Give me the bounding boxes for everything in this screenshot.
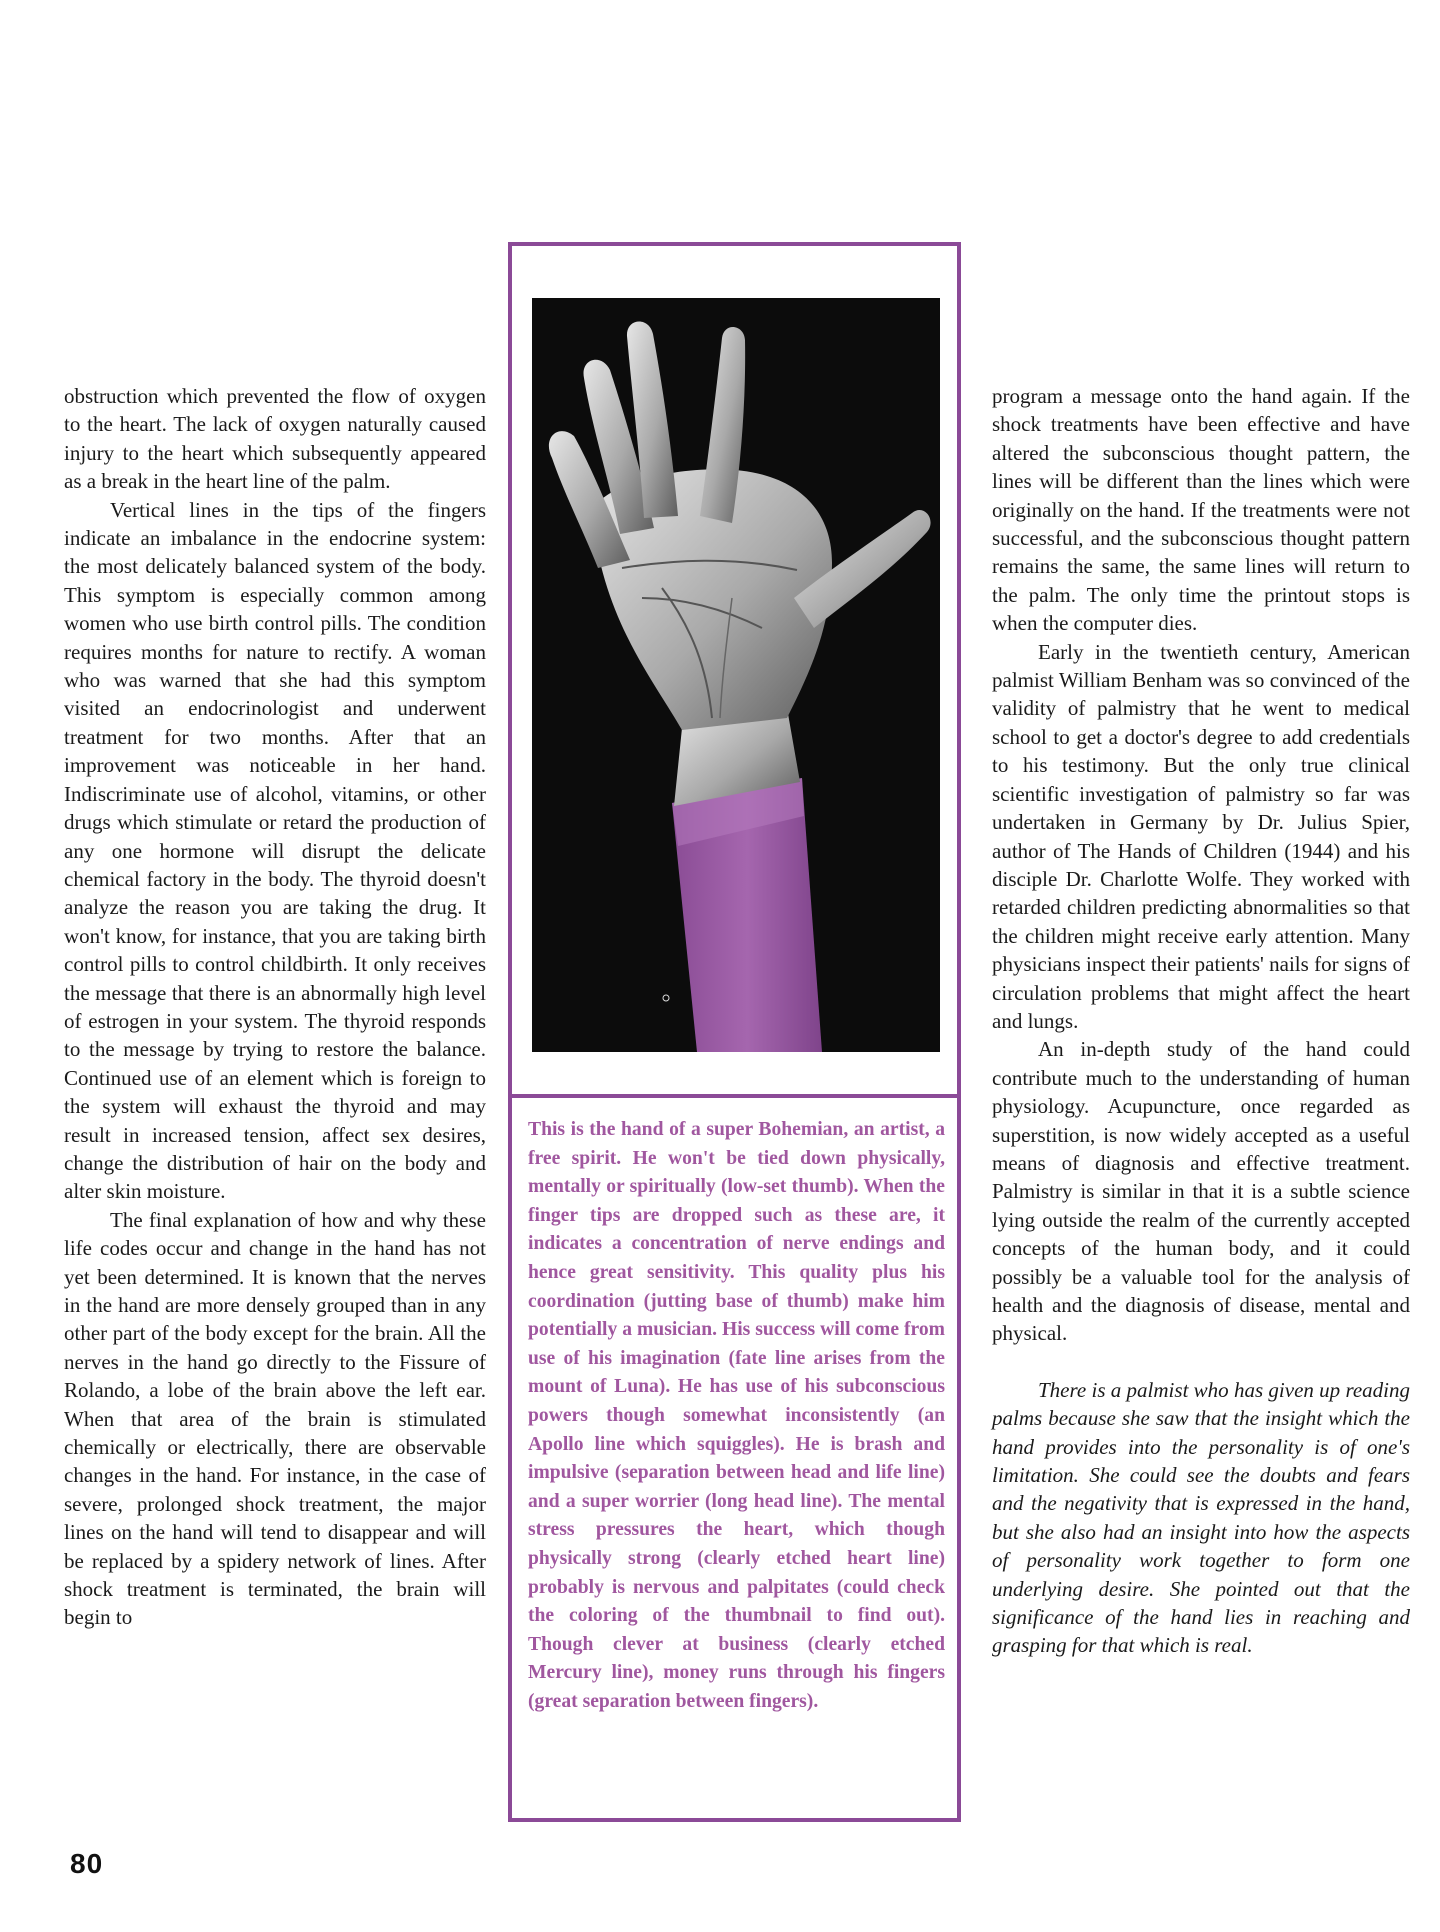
hand-photograph: [532, 298, 940, 1052]
body-paragraph: An in-depth study of the hand could contribute much to the understanding of human physiology. Acupuncture, once regarded as superstition, is now widely accepted as a useful means of diagnosis and effective treatment. Palmistry is similar in that it is a subtle science lying outside the realm of the currently accepted concepts of the human body, and it could possibly be a valuable tool for the analysis of health and the diagnosis of disease, mental and physical.: [992, 1037, 1410, 1346]
right-text-column: [992, 382, 1410, 1660]
raised-hand-illustration: [532, 298, 940, 1052]
body-paragraph: The final explanation of how and why these life codes occur and change in the hand has not yet been determined. It is known that the nerves in the hand are more densely grouped than in any other part of the body except for the brain. All the nerves in the hand go directly to the Fissure of Rolando, a lobe of the brain above the left ear. When that area of the brain is stimulated chemically or electrically, there are observable changes in the hand. For instance, in the case of severe, prolonged shock treatment, the major lines on the hand will tend to disappear and will be replaced by a spidery network of lines. After shock treatment is terminated, the brain will begin to: [64, 1207, 486, 1630]
body-paragraph: program a message onto the hand again. If the shock treatments have been effective and have altered the subconscious thought pattern, the lines will be different than the lines which were originally on the hand. If the treatments were not successful, and the subconscious thought pattern remains the same, the same lines will return to the palm. The only time the printout stops is when the computer dies.: [992, 384, 1410, 636]
page-number: 80: [70, 1848, 104, 1879]
caption-divider: [512, 1094, 957, 1098]
body-paragraph: Vertical lines in the tips of the fingers indicate an imbalance in the endocrine system: the most delicately balanced system of the body. This symptom is especially common among women who use birth control pills. The condition requires months for nature to rectify. A woman who was warned that she had this symptom visited an endocrinologist and underwent treatment for two months. After that an improvement was noticeable in her hand. Indiscriminate use of alcohol, vitamins, or other drugs which stimulate or retard the production of any one hormone will disrupt the delicate chemical factory in the body. The thyroid doesn't analyze the reason you are taking the drug. It won't know, for instance, that you are taking birth control pills to control childbirth. It only receives the message that there is an abnormally high level of estrogen in your system. The thyroid responds to the message by trying to restore the balance. Continued use of an element which is foreign to the system will exhaust the thyroid and may result in increased tension, affect sex desires, change the distribution of hair on the body and alter skin moisture.: [64, 497, 486, 1204]
body-paragraph: Early in the twentieth century, American palmist William Benham was so convinced of the validity of palmistry that he went to medical school to get a doctor's degree to add credentials to his testimony. But the only true clinical scientific investigation of palmistry so far was undertaken in Germany by Dr. Julius Spier, author of The Hands of Children (1944) and his disciple Dr. Charlotte Wolfe. They worked with retarded children predicting abnormalities so that the children might receive early attention. Many physicians inspect their patients' nails for signs of circulation problems that might affect the heart and lungs.: [992, 639, 1410, 1033]
body-paragraph: obstruction which prevented the flow of oxygen to the heart. The lack of oxygen naturally caused injury to the heart which subsequently appeared as a break in the heart line of the palm.: [64, 384, 486, 494]
left-text-column: [64, 382, 486, 1632]
photo-caption: This is the hand of a super Bohemian, an artist, a free spirit. He won't be tied down physically, mentally or spiritually (low-set thumb). When the finger tips are dropped such as these are, it indicates a concentration of nerve endings and hence great sensitivity. This quality plus his coordination (jutting base of thumb) make him potentially a musician. His success will come from use of his imagination (fate line arises from the mount of Luna). He has use of his subconscious powers though somewhat inconsistently (an Apollo line which squiggles). He is brash and impulsive (separation between head and life line) and a super worrier (long head line). The mental stress pressures the heart, which though physically strong (clearly etched heart line) probably is nervous and palpitates (could check the coloring of the thumbnail to find out). Though clever at business (clearly etched Mercury line), money runs through his fingers (great separation between fingers).: [528, 1119, 945, 1712]
italic-paragraph: There is a palmist who has given up reading palms because she saw that the insight which the hand provides into the personality is of one's limitation. She could see the doubts and fears and the negativity that is expressed in the hand, but she also had an insight into how the aspects of personality work together to form one underlying desire. She pointed out that the significance of the hand lies in reaching and grasping for that which is real.: [992, 1377, 1410, 1658]
photo-caption-box: [508, 242, 961, 1822]
